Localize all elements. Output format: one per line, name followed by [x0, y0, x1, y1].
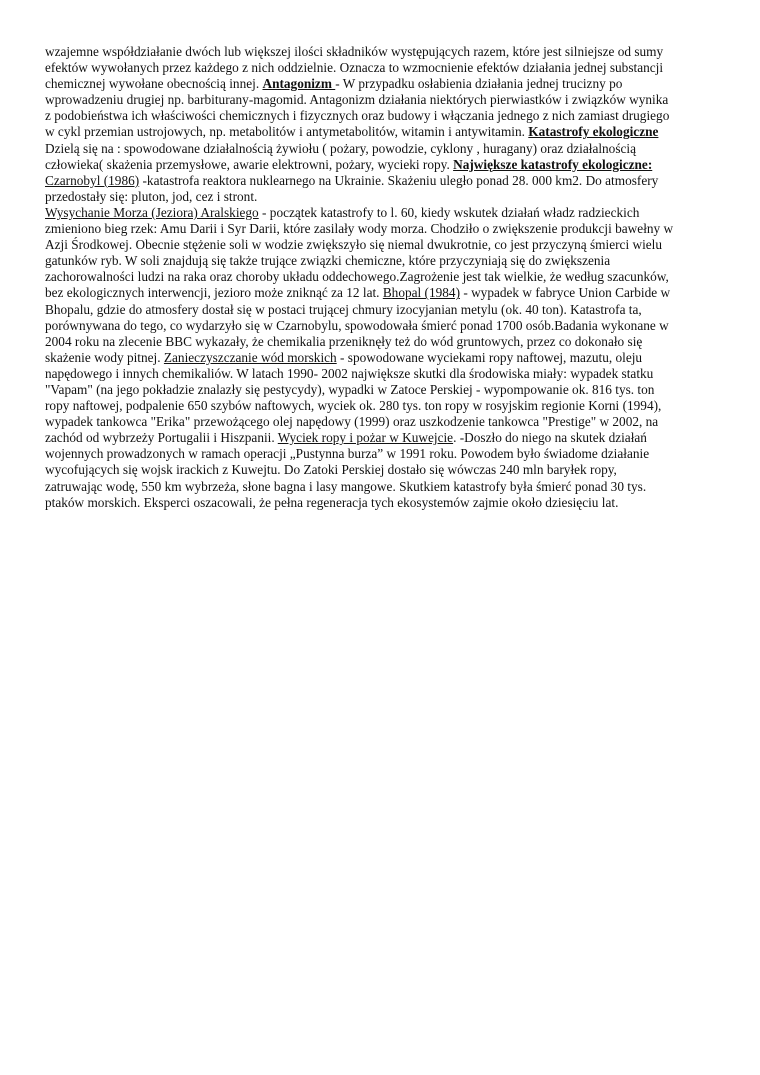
text-run: zachód od wybrzeży Portugalii i Hiszpanii. — [45, 430, 278, 446]
text-line — [45, 253, 717, 269]
text-run: . -Doszło do niego na skutek działań — [453, 430, 647, 446]
text-line — [45, 446, 717, 462]
text-line — [45, 302, 717, 318]
text-run: 2004 roku na zlecenie BBC wykazały, że chemikalia przeniknęły też do wód gruntowych, przez co dokonało się — [45, 333, 643, 349]
text-line — [45, 495, 717, 511]
text-line — [45, 221, 717, 237]
topic-heading: Wysychanie Morza (Jeziora) Aralskiego — [45, 204, 259, 220]
text-line — [45, 382, 717, 398]
text-run: gatunków ryb. W soli znajdują się także trujące związki chemiczne, które przyczyniają się do zwiększenia — [45, 253, 611, 269]
text-line — [45, 462, 717, 478]
text-run: z podobieństwa ich właściwości chemicznych i fizycznych oraz budowy i włączania jednego z nich zamiast drugiego — [45, 108, 670, 124]
topic-heading: Wyciek ropy i pożar w Kuwejcie — [277, 430, 454, 446]
text-run: zatruwając wodę, 550 km wybrzeża, słone bagna i lasy mangowe. Skutkiem katastrofy była śmierć ponad 30 tys. — [45, 478, 647, 494]
text-run: -katastrofa reaktora nuklearnego na Ukrainie. Skażeniu uległo ponad 28. 000 km2. Do atmosfery — [139, 172, 659, 188]
topic-heading: Czarnobyl (1986) — [45, 172, 140, 188]
text-line — [45, 479, 717, 495]
text-line — [45, 430, 717, 446]
text-run: zmieniono bieg rzek: Amu Darii i Syr Darii, które zasilały wody morza. Chodziło o zwiększenie produkcji bawełny w — [45, 221, 674, 237]
text-line — [45, 141, 717, 157]
topic-heading: Bhopal (1984) — [382, 285, 460, 301]
text-run: wzajemne współdziałanie dwóch lub większej ilości składników występujących razem, które jest silniejsze od sumy — [45, 44, 664, 59]
text-run: "Vapam" (na jego pokładzie znalazły się pestycydy), wypadki w Zatoce Perskiej - wypompowanie ok. 816 tys. ton — [45, 381, 655, 397]
text-line — [45, 366, 717, 382]
text-run: Azji Środkowej. Obecnie stężenie soli w wodzie zwiększyło się niemal dwukrotnie, co jest przyczyną śmierci wielu — [45, 237, 663, 253]
text-run: wycofujących się wojsk irackich z Kuwejtu. Do Zatoki Perskiej dostało się wówczas 240 mln baryłek ropy, — [45, 462, 617, 478]
text-line — [45, 269, 717, 285]
text-line — [45, 414, 717, 430]
text-line — [45, 237, 717, 253]
text-run: Dzielą się na : spowodowane działalnością żywiołu ( pożary, powodzie, cyklony , huragany) oraz działalnością — [45, 140, 637, 156]
text-line — [45, 350, 717, 366]
text-line — [45, 318, 717, 334]
text-run: ropy naftowej, podpalenie 650 szybów naftowych, wyciek ok. 280 tys. ton ropy w rosyjskim regionie Korni (1994), — [45, 398, 662, 414]
text-run: - spowodowane wyciekami ropy naftowej, mazutu, oleju — [336, 349, 643, 365]
text-run: skażenie wody pitnej. — [45, 349, 164, 365]
text-run: w cykl przemian ustrojowych, np. metabolitów i antymetabolitów, witamin i antywitamin. — [45, 124, 529, 140]
text-line — [45, 44, 717, 60]
document-body — [45, 44, 717, 511]
text-line — [45, 398, 717, 414]
text-run: zachorowalności ludzi na raka oraz choroby układu oddechowego.Zagrożenie jest tak wielkie, że według szacunków, — [45, 269, 669, 285]
text-line — [45, 205, 717, 221]
text-run: - początek katastrofy to l. 60, kiedy wskutek działań władz radzieckich — [258, 204, 640, 220]
text-line — [45, 285, 717, 301]
text-line — [45, 60, 717, 76]
text-run: chemicznej wywołane obecnością innej. — [45, 76, 263, 92]
text-run: ptaków morskich. Eksperci oszacowali, że pełna regeneracja tych ekosystemów zajmie około dziesięciu lat. — [45, 494, 619, 510]
section-heading: Największe katastrofy ekologiczne: — [453, 156, 653, 172]
text-run: bez ekologicznych interwencji, jezioro może zniknąć za 12 lat. — [45, 285, 383, 301]
text-run: Bhopalu, gdzie do atmosfery dostał się w postaci trującej chmury izocyjanian metylu (ok. 40 ton). Katastrofa ta, — [45, 301, 642, 317]
text-run: - wypadek w fabryce Union Carbide w — [460, 285, 671, 301]
text-line — [45, 76, 717, 92]
section-heading: Antagonizm — [262, 76, 336, 92]
text-line — [45, 189, 717, 205]
text-run: wprowadzeniu drugiej np. barbiturany-magomid. Antagonizm działania niektórych pierwiastków i związków wynika — [45, 92, 669, 108]
text-run: wojennych prowadzonych w ramach operacji „Pustynna burza” w 1991 roku. Powodem było świadome działanie — [45, 446, 650, 462]
text-run: przedostały się: pluton, jod, cez i stront. — [45, 188, 258, 204]
text-line — [45, 124, 717, 140]
text-run: napędowego i innych chemikaliów. W latach 1990- 2002 największe skutki dla środowiska miały: wypadek statku — [45, 365, 654, 381]
text-line — [45, 173, 717, 189]
text-run: porównywana do tego, co wydarzyło się w Czarnobylu, spowodowała śmierć ponad 1700 osób.Badania wykonane w — [45, 317, 669, 333]
text-run: człowieka( skażenia przemysłowe, awarie elektrowni, pożary, wycieki ropy. — [45, 156, 454, 172]
text-run: - W przypadku osłabienia działania jednej trucizny po — [335, 76, 623, 92]
section-heading: Katastrofy ekologiczne — [528, 124, 659, 140]
text-run: wypadek tankowca "Erika" przewożącego olej napędowy (1999) oraz uszkodzenie tankowca "Prestige" w 2002, na — [45, 414, 659, 430]
text-line — [45, 92, 717, 108]
topic-heading: Zanieczyszczanie wód morskich — [163, 349, 337, 365]
text-run: efektów wywołanych przez każdego z nich oddzielnie. Oznacza to wzmocnienie efektów działania jednej substancji — [45, 60, 664, 76]
text-line — [45, 157, 717, 173]
text-line — [45, 108, 717, 124]
text-line — [45, 334, 717, 350]
